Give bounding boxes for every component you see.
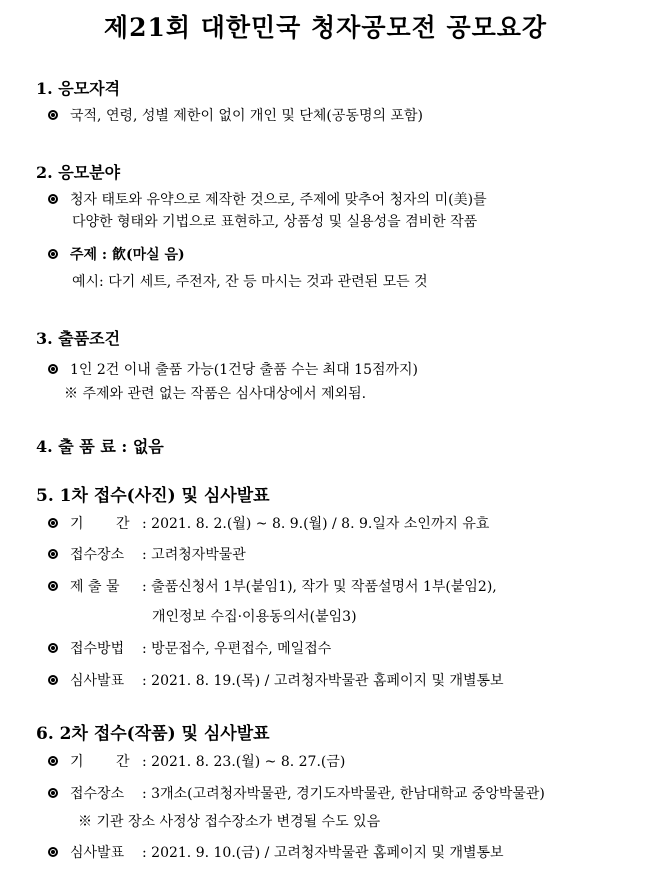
- announce-value: : 2021. 8. 19.(목) / 고려청자박물관 홈페이지 및 개별통보: [142, 673, 504, 689]
- docs-value-line-2: 개인정보 수집·이용동의서(붙임3): [152, 609, 357, 625]
- bullet-icon: [48, 756, 58, 766]
- theme-text: 주제 : 飮(마실 음): [70, 247, 185, 263]
- condition-note: ※ 주제와 관련 없는 작품은 심사대상에서 제외됨.: [64, 386, 367, 402]
- list-item: [48, 245, 185, 265]
- docs-label: 제 출 물: [70, 579, 120, 595]
- section-5-heading: 5. 1차 접수(사진) 및 심사발표: [36, 486, 270, 506]
- place-label: 접수장소: [70, 786, 125, 802]
- place-value: : 3개소(고려청자박물관, 경기도자박물관, 한남대학교 중앙박물관): [142, 786, 545, 802]
- bullet-icon: [48, 194, 58, 204]
- field-text-line-1: 청자 태토와 유약으로 제작한 것으로, 주제에 맞추어 청자의 미(美)를: [70, 192, 487, 208]
- list-item: [48, 106, 423, 126]
- bullet-icon: [48, 518, 58, 528]
- list-item: [48, 752, 345, 772]
- bullet-icon: [48, 549, 58, 559]
- list-item: [48, 514, 489, 534]
- example-text: 예시: 다기 세트, 주전자, 잔 등 마시는 것과 관련된 모든 것: [72, 274, 428, 290]
- place-value: : 고려청자박물관: [142, 547, 246, 563]
- bullet-icon: [48, 788, 58, 798]
- field-text-line-2: 다양한 형태와 기법으로 표현하고, 상품성 및 실용성을 겸비한 작품: [72, 214, 478, 230]
- period-value: : 2021. 8. 23.(월) ~ 8. 27.(금): [142, 754, 346, 770]
- section-4-heading: 4. 출 품 료 : 없음: [36, 437, 164, 456]
- bullet-icon: [48, 364, 58, 374]
- section-1-heading: 1. 응모자격: [36, 79, 121, 98]
- bullet-icon: [48, 581, 58, 591]
- method-label: 접수방법: [70, 641, 125, 657]
- announce-label: 심사발표: [70, 673, 125, 689]
- bullet-icon: [48, 675, 58, 685]
- period-label: 기 간: [70, 754, 130, 770]
- period-value: : 2021. 8. 2.(월) ~ 8. 9.(월) / 8. 9.일자 소인까지 유효: [142, 516, 490, 532]
- period-label: 기 간: [70, 516, 130, 532]
- list-item: [48, 671, 504, 691]
- list-item: [48, 360, 418, 380]
- page-title: 제21회 대한민국 청자공모전 공모요강: [103, 13, 548, 42]
- method-value: : 방문접수, 우편접수, 메일접수: [142, 641, 332, 657]
- list-item: [48, 639, 331, 659]
- eligibility-text: 국적, 연령, 성별 제한이 없이 개인 및 단체(공동명의 포함): [70, 108, 423, 124]
- list-item: [48, 784, 545, 804]
- section-2-heading: 2. 응모분야: [36, 163, 121, 182]
- announce-value: : 2021. 9. 10.(금) / 고려청자박물관 홈페이지 및 개별통보: [142, 845, 504, 861]
- condition-text: 1인 2건 이내 출품 가능(1건당 출품 수는 최대 15점까지): [70, 362, 419, 378]
- place-label: 접수장소: [70, 547, 125, 563]
- bullet-icon: [48, 643, 58, 653]
- list-item: [48, 190, 487, 210]
- section-6-heading: 6. 2차 접수(작품) 및 심사발표: [36, 724, 270, 744]
- list-item: [48, 577, 497, 597]
- list-item: [48, 843, 504, 863]
- docs-value-line-1: : 출품신청서 1부(붙임1), 작가 및 작품설명서 1부(붙임2),: [142, 579, 497, 595]
- bullet-icon: [48, 110, 58, 120]
- place-note: ※ 기관 장소 사정상 접수장소가 변경될 수도 있음: [78, 814, 381, 830]
- bullet-icon: [48, 249, 58, 259]
- announce-label: 심사발표: [70, 845, 125, 861]
- bullet-icon: [48, 847, 58, 857]
- list-item: [48, 545, 246, 565]
- section-3-heading: 3. 출품조건: [36, 329, 121, 348]
